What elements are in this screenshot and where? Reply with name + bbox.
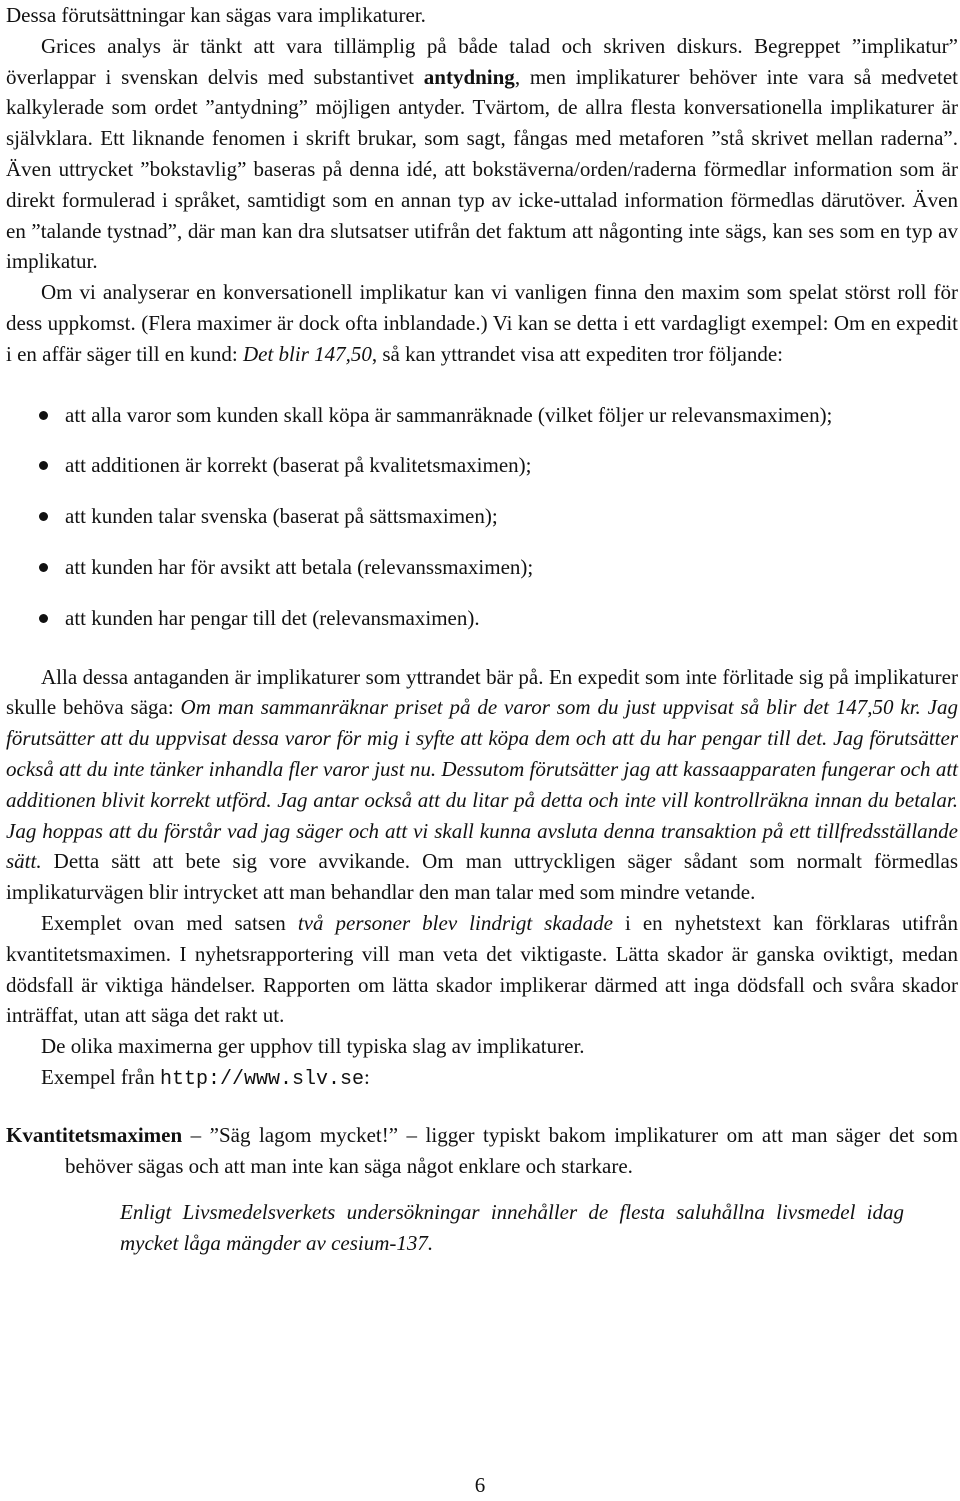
definition-term: Kvantitetsmaximen — [6, 1122, 183, 1147]
paragraph-news-example: Exemplet ovan med satsen två personer blev lindrigt skadade i en nyhetstext kan förklaras utifrån kvantitetsmaximen. I nyhetsrapportering vill man veta det viktigaste. Lätta skador är ganska oviktigt, medan dödsfall är viktiga händelser. Rapporten om lätta skador implikerar därmed att inga dödsfall och svåra skador inträffat, utan att säga det rakt ut. — [6, 910, 958, 1028]
page-number: 6 — [474, 1473, 486, 1497]
paragraph-explicit-clerk: Alla dessa antaganden är implikaturer som yttrandet bär på. En expedit som inte förlitade sig på implikaturer skulle behöva säga: Om man sammanräknar priset på de varor som du just uppvisat så blir det 147,50 kr. Jag förutsätter att du uppvisat dessa varor för mig i syfte att köpa dem och att du har pengar till det. Jag förutsätter också att du inte tänker inhandla fler varor just nu. Dessutom förutsätter jag att kassaapparaten fungerar och att additionen blivit korrekt utförd. Jag antar också att du litar på detta och inte vill kontrollräkna innan du betalar. Jag hoppas att du förstår vad jag säger och att vi skall kunna avsluta denna transaktion på ett tillfredsställande sätt. Detta sätt att bete sig vore avvikande. Om man uttryckligen säger sådant som normalt förmedlas implikaturvägen blir intrycket att man behandlar den man talar med som mindre vetande. — [6, 664, 958, 905]
term-antydning: antydning — [423, 64, 515, 89]
source-url: http://www.slv.se — [159, 1067, 364, 1091]
assumption-list — [6, 400, 958, 634]
paragraph-example-source: Exempel från http://www.slv.se: — [41, 1064, 370, 1091]
paragraph-intro: Dessa förutsättningar kan sägas vara implikaturer. — [6, 3, 426, 27]
list-item: att kunden har pengar till det (relevansmaximen). — [65, 603, 958, 634]
example-utterance: Det blir 147,50 — [242, 341, 372, 366]
list-item: att kunden talar svenska (baserat på sättsmaximen); — [65, 501, 958, 532]
list-item: att alla varor som kunden skall köpa är sammanräknade (vilket följer ur relevansmaximen); — [65, 400, 958, 431]
paragraph-grice: Grices analys är tänkt att vara tillämplig på både talad och skriven diskurs. Begreppet ”implikatur” överlappar i svenskan delvis med substantivet antydning, men implikaturer behöver inte vara så medvetet kalkylerade som ordet ”antydning” möjligen antyder. Tvärtom, de allra flesta konversationella implikaturer är självklara. Ett liknande fenomen i skrift brukar, som sagt, fångas med metaforen ”stå skrivet mellan raderna”. Även uttrycket ”bokstavlig” baseras på denna idé, att bokstäverna/orden/raderna förmedlar information som är direkt formulerad i språket, samtidigt som en annan typ av icke-uttalad information förmedlas därutöver. Även en ”talande tystnad”, där man kan dra slutsatser utifrån det faktum att någonting inte sägs, kan ses som en typ av implikatur. — [6, 33, 958, 274]
example-sentence: två personer blev lindrigt skadade — [297, 910, 613, 935]
example-quote: Enligt Livsmedelsverkets undersökningar innehåller de flesta saluhållna livsmedel idag mycket låga mängder av cesium-137. — [120, 1200, 904, 1256]
definition-quantity-maxim — [6, 1120, 958, 1182]
paragraph-maxim-types: De olika maximerna ger upphov till typiska slag av implikaturer. — [41, 1034, 585, 1059]
document-page — [6, 0, 958, 1259]
list-item: att kunden har för avsikt att betala (relevanssmaximen); — [65, 552, 958, 583]
paragraph-maxim-analysis: Om vi analyserar en konversationell implikatur kan vi vanligen finna den maxim som spelat störst roll för dess uppkomst. (Flera maximer är dock ofta inblandade.) Vi kan se detta i ett vardagligt exempel: Om en expedit i en affär säger till en kund: Det blir 147,50, så kan yttrandet visa att expediten tror följande: — [6, 280, 958, 366]
explicit-utterance: Om man sammanräknar priset på de varor som du just uppvisat så blir det 147,50 kr. Jag förutsätter att du uppvisat dessa varor för mig i syfte att köpa dem och att du har pengar till det. Jag förutsätter också att du inte tänker inhandla fler varor just nu. Dessutom förutsätter jag att kassaapparaten fungerar och att additionen blivit korrekt utförd. Jag antar också att du litar på detta och inte vill kontrollräkna innan du betalar. Jag hoppas att du förstår vad jag säger och att vi skall kunna avsluta denna transaktion på ett tillfredsställande sätt. — [6, 695, 958, 874]
definition-text: – ”Säg lagom mycket!” – ligger typiskt bakom implikaturer om att man säger det som behöver sägas och att man inte kan säga något enklare och starkare. — [65, 1122, 958, 1178]
list-item: att additionen är korrekt (baserat på kvalitetsmaximen); — [65, 450, 958, 481]
